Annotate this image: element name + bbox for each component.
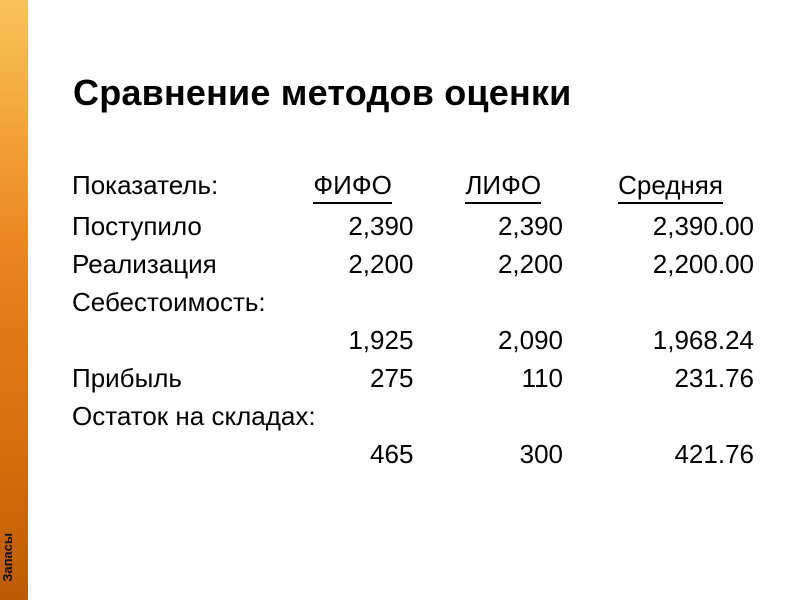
row-cost-spacer xyxy=(72,323,278,361)
row-stock-spacer xyxy=(72,437,278,475)
row-received-lifo: 2,390 xyxy=(497,211,564,241)
row-sold-lifo: 2,200 xyxy=(497,249,564,279)
header-metric xyxy=(72,168,278,209)
comparison-table-wrapper xyxy=(72,168,762,475)
header-fifo xyxy=(278,168,428,209)
row-received-fifo: 2,390 xyxy=(348,211,414,241)
row-cost-average: 1,968.24 xyxy=(652,325,754,355)
row-profit-lifo: 110 xyxy=(521,363,564,393)
row-sold-fifo: 2,200 xyxy=(348,249,414,279)
row-stock-section-label: Остаток на складах: xyxy=(72,401,316,431)
table-row xyxy=(72,285,762,323)
comparison-table xyxy=(72,168,762,475)
table-row xyxy=(72,323,762,361)
slide-title: Сравнение методов оценки xyxy=(73,72,572,113)
row-stock-fifo: 465 xyxy=(370,439,414,469)
header-fifo-label: ФИФО xyxy=(313,170,391,204)
row-profit-label: Прибыль xyxy=(72,363,182,393)
row-received-label: Поступило xyxy=(72,211,202,241)
row-stock-average: 421.76 xyxy=(674,439,754,469)
row-cost-fifo: 1,925 xyxy=(348,325,414,355)
table-header-row xyxy=(72,168,762,209)
row-cost-section-label: Себестоимость: xyxy=(72,287,266,317)
table-row xyxy=(72,361,762,399)
table-row xyxy=(72,209,762,247)
header-lifo-label: ЛИФО xyxy=(465,170,541,204)
header-average xyxy=(579,168,762,209)
table-row xyxy=(72,399,762,437)
row-sold-average: 2,200.00 xyxy=(652,249,754,279)
row-stock-lifo: 300 xyxy=(519,439,564,469)
table-row xyxy=(72,437,762,475)
row-profit-average: 231.76 xyxy=(674,363,754,393)
row-profit-fifo: 275 xyxy=(370,363,414,393)
row-received-average: 2,390.00 xyxy=(652,211,754,241)
table-row xyxy=(72,247,762,285)
row-cost-lifo: 2,090 xyxy=(497,325,564,355)
header-metric-label: Показатель: xyxy=(72,170,219,200)
side-strip-label: Запасы xyxy=(0,533,15,582)
slide-content xyxy=(28,0,800,600)
header-lifo xyxy=(427,168,579,209)
header-average-label: Средняя xyxy=(618,170,723,204)
row-sold-label: Реализация xyxy=(72,249,217,279)
side-accent-strip xyxy=(0,0,28,600)
